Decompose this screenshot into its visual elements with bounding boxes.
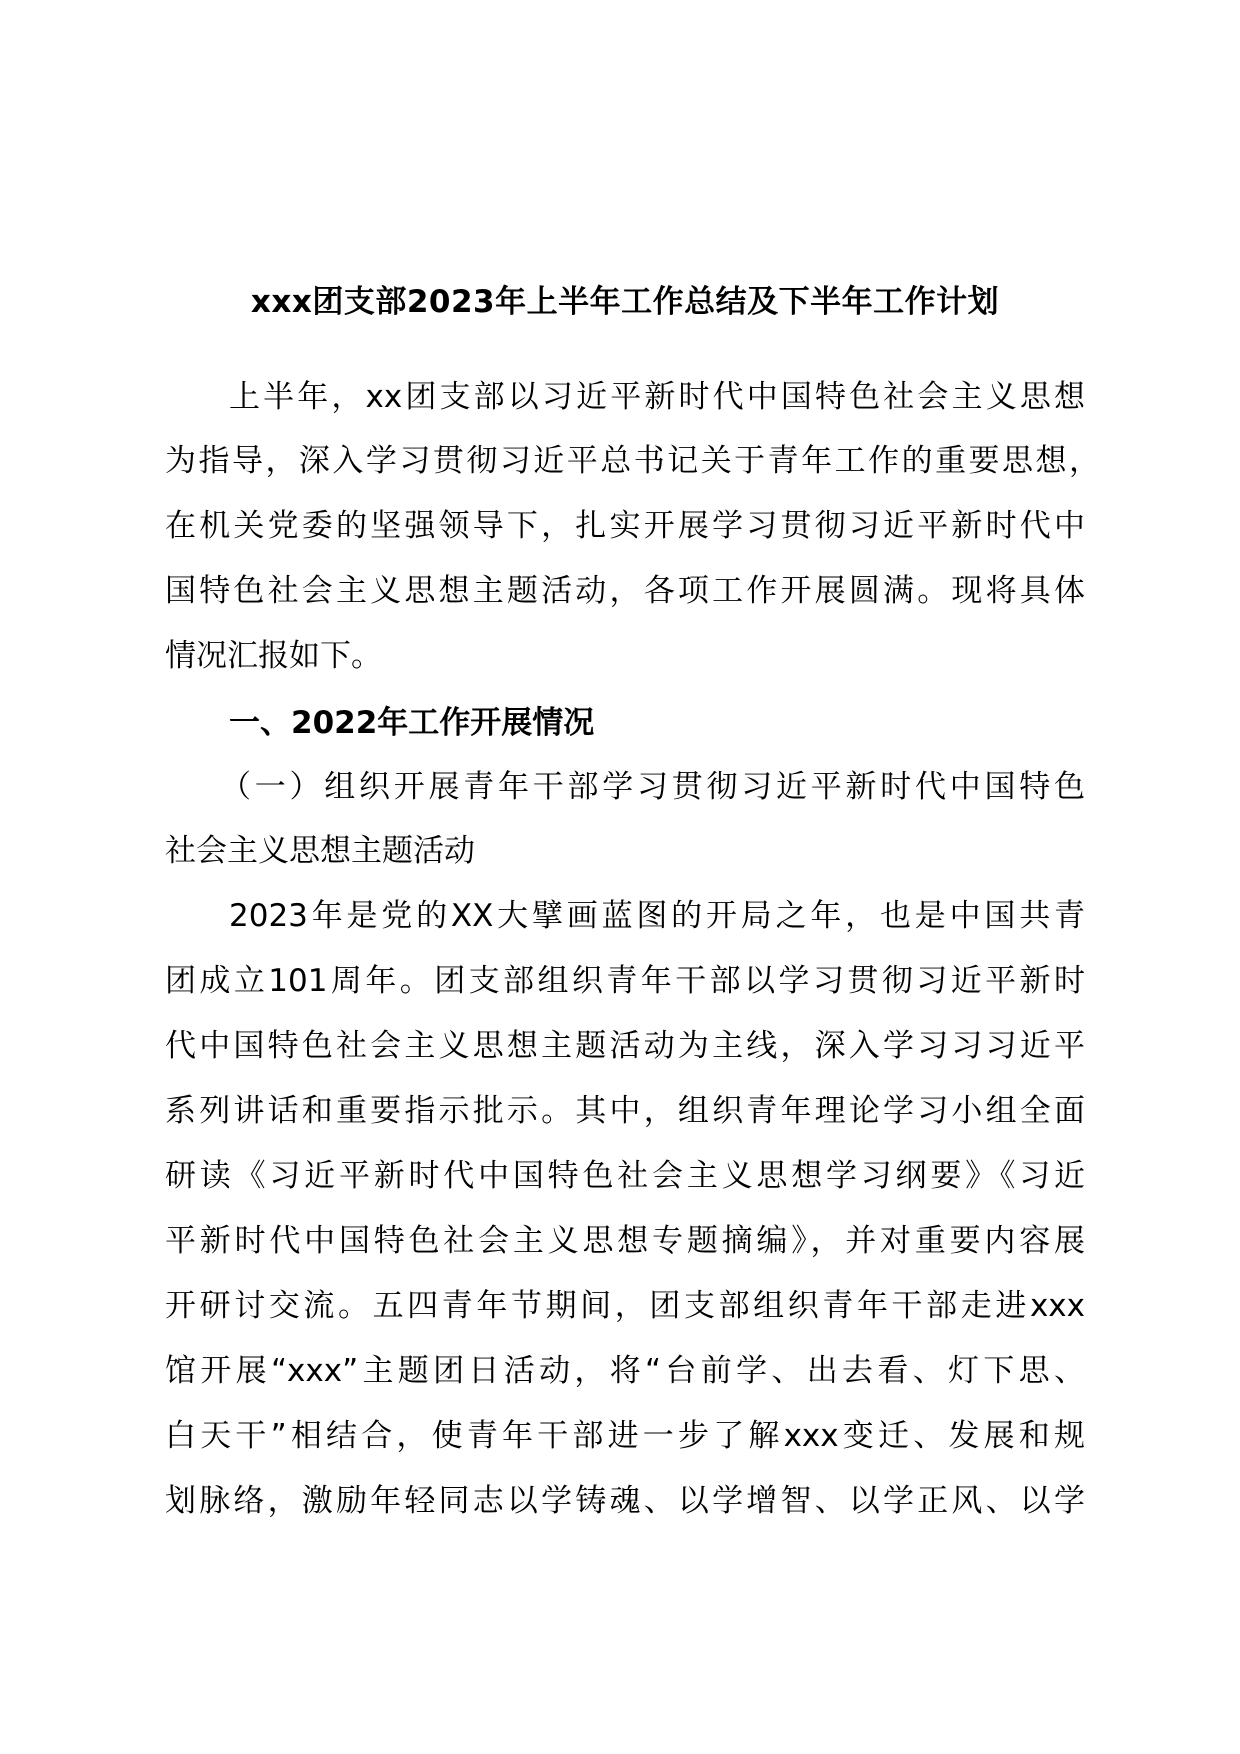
body-line: 划脉络，激励年轻同志以学铸魂、以学增智、以学正风、以学: [165, 1483, 1085, 1519]
body-line: 开研讨交流。五四青年节期间，团支部组织青年干部走进xxx: [165, 1288, 1085, 1324]
intro-line: 上半年，xx团支部以习近平新时代中国特色社会主义思想: [229, 379, 1085, 415]
subsection-heading-line: 社会主义思想主题活动: [165, 833, 475, 869]
body-line: 馆开展“xxx”主题团日活动，将“台前学、出去看、灯下思、: [165, 1353, 1085, 1389]
intro-line: 为指导，深入学习贯彻习近平总书记关于青年工作的重要思想，: [165, 443, 1100, 479]
body-line: 团成立101周年。团支部组织青年干部以学习贯彻习近平新时: [165, 963, 1085, 999]
body-line: 研读《习近平新时代中国特色社会主义思想学习纲要》《习近: [165, 1158, 1085, 1194]
body-line: 系列讲话和重要指示批示。其中，组织青年理论学习小组全面: [165, 1093, 1085, 1129]
body-line: 平新时代中国特色社会主义思想专题摘编》，并对重要内容展: [165, 1223, 1085, 1259]
intro-line: 在机关党委的坚强领导下，扎实开展学习贯彻习近平新时代中: [165, 508, 1085, 544]
subsection-heading-line: （一）组织开展青年干部学习贯彻习近平新时代中国特色: [220, 769, 1085, 805]
body-line: 2023年是党的XX大擘画蓝图的开局之年，也是中国共青: [229, 898, 1085, 934]
body-line: 白天干”相结合，使青年干部进一步了解xxx变迁、发展和规: [165, 1418, 1085, 1454]
body-line: 代中国特色社会主义思想主题活动为主线，深入学习习习近平: [165, 1028, 1085, 1064]
intro-line: 情况汇报如下。: [165, 638, 382, 674]
intro-line: 国特色社会主义思想主题活动，各项工作开展圆满。现将具体: [165, 573, 1085, 609]
document-title: xxx团支部2023年上半年工作总结及下半年工作计划: [250, 284, 1000, 320]
section-heading: 一、2022年工作开展情况: [229, 705, 595, 741]
